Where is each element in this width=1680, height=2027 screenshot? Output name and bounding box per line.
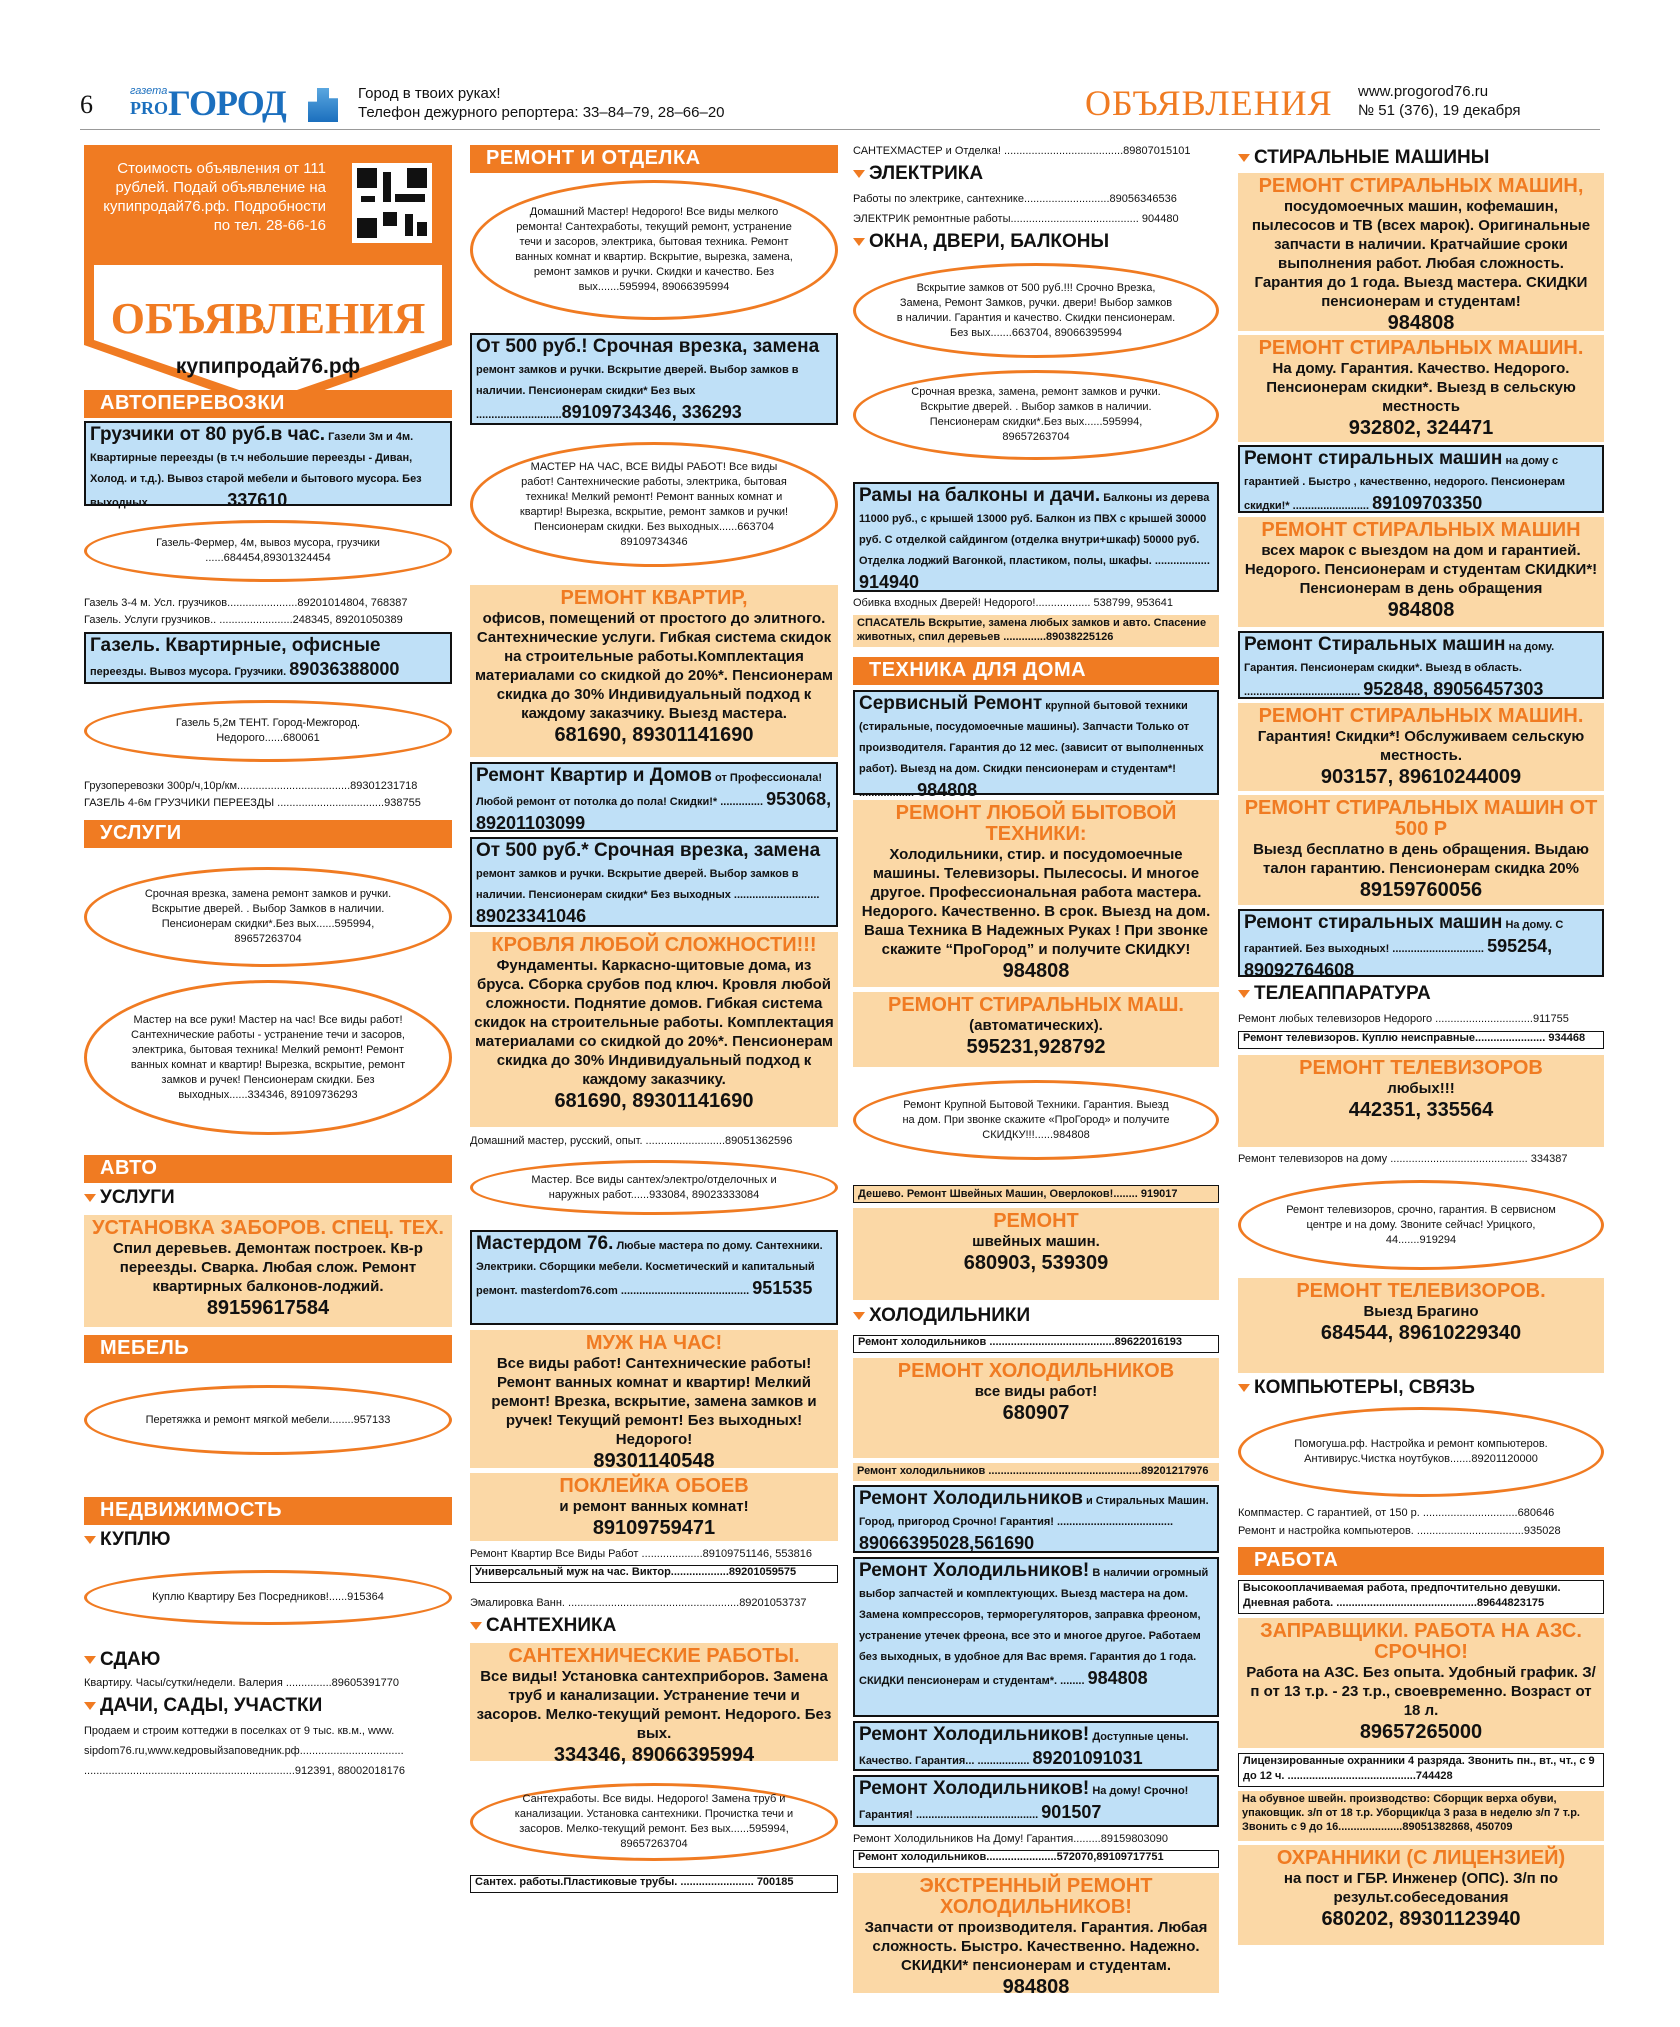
subsection-kompyutery: КОМПЬЮТЕРЫ, СВЯЗЬ (1238, 1377, 1604, 1401)
ad-phone: 680202, 89301123940 (1321, 1908, 1521, 1930)
ad-text: офисов, помещений от простого до элитного. Сантехнические услуги. Гибкая система скидок на строительные работы.Комплектация материалами со скидкой до 20%*. Пенсионерам скидка до 30% Индивидуальный подход к каждому заказчику. Выезд мастера. (474, 610, 834, 722)
ad-title: Ремонт Стиральных машин (1244, 634, 1506, 655)
ad-oval (470, 442, 838, 567)
promo-site-link[interactable]: купипродай76.рф (175, 355, 361, 378)
ad-phone: 89301140548 (593, 1450, 715, 1472)
ad-text: Мастер. Все виды сантех/электро/отделочных и наружных работ......933084, 89023333084 (531, 1173, 777, 1201)
section-header-uslugi: УСЛУГИ (84, 820, 452, 848)
ad-title: Газель. Квартирные, офисные (90, 635, 381, 656)
ad-text: Балконы из дерева 11000 руб., с крышей 13000 руб. Балкон из ПВХ с крышей 30000 руб. С отделкой сайдингом (отделка внутри+шкаф) 50000 руб. Отделка лоджий Вагонкой, пластиком, полы, шкафы. .................. (859, 492, 1210, 567)
ad-phone: 984808 (1002, 1976, 1070, 1998)
ad-title: Ремонт стиральных машин (1244, 448, 1503, 469)
ad-box (470, 333, 838, 425)
ad-text: Любые мастера по дому. Сантехники. Электрики. Сборщики мебели. Косметический и капитальный ремонт. masterdom76.com .......................................... (476, 1240, 823, 1297)
ad-oval (84, 700, 452, 762)
ad-box (1238, 631, 1604, 699)
logo (130, 82, 330, 126)
ad-phone: 901507 (1041, 1802, 1102, 1822)
ad-text: Спил деревьев. Демонтаж построек. Кв-р переезды. Сварка. Любая слож. Ремонт квартирных балконов-лоджий. (113, 1240, 423, 1295)
ad-phone: 595231,928792 (966, 1036, 1106, 1058)
issue-number: № 51 (376), 19 декабря (1358, 102, 1521, 119)
ad-text: На дому! Срочно! Гарантия! ........................................ (859, 1785, 1189, 1821)
ad-tan (853, 992, 1219, 1067)
ad-text: Перетяжка и ремонт мягкой мебели........957133 (145, 1413, 391, 1426)
ad-title: Сервисный Ремонт (859, 693, 1043, 714)
ad-line: Обивка входных Дверей! Недорого!.................. 538799, 953641 (853, 597, 1174, 609)
ad-tan (1238, 173, 1604, 334)
ad-line: Эмалировка Ванн. ........................................................89201053737 (470, 1597, 807, 1609)
header-info (1358, 82, 1521, 120)
ad-line: Ремонт телевизоров на дому ............................................. 334387 (1238, 1153, 1568, 1165)
ad-tan (470, 932, 838, 1127)
section-header-rabota: РАБОТА (1238, 1547, 1604, 1575)
ad-box (470, 1230, 838, 1325)
ad-text: ремонт замков и ручки. Вскрытие дверей. Выбор замков в наличии. Пенсионерам скидки* Без вых ............................ (476, 364, 799, 421)
ad-title: Грузчики от 80 руб.в час. (90, 424, 326, 445)
ad-text: Мастер на все руки! Мастер на час! Все виды работ! Сантехнические работы - устранение течи и засоров, электрика, бытовая техника! Мелкий ремонт! Ремонт ванных комнат и квартир! Вырезка, вскрытие, ремонт замков и ручек! Пенсионерам скидки. Без выходных......334346, 89109736293 (130, 1013, 406, 1101)
ad-title: Ремонт стиральных машин (1244, 912, 1503, 933)
ad-text: Домашний Мастер! Недорого! Все виды мелкого ремонта! Сантехработы, текущий ремонт, устранение течи и засоров, электрика, бытовая техника. Ремонт ванных комнат и квартир. Вскрытие, вырезка, замена, ремонт замков и ручки. Скидки и качество. Без вых.......595994, 89066395994 (515, 206, 793, 293)
ad-oval (84, 1385, 452, 1455)
ad-title: РЕМОНТ ТЕЛЕВИЗОРОВ (1299, 1057, 1543, 1079)
ad-title: РЕМОНТ СТИРАЛЬНЫХ МАШ. (887, 994, 1184, 1016)
ad-box (853, 1721, 1219, 1771)
ad-line: Ремонт холодильников ..................................................89201217976 (853, 1463, 1219, 1481)
ad-tan (853, 1208, 1219, 1300)
ad-text: Холодильники, стир. и посудомоечные машины. Телевизоры. Пылесосы. И многое другое. Профессиональная работа мастера. Недорого. Качественно. В срок. Выезд на дом. Ваша Техника В Надежных Руках ! При звонке скажите “ПроГород” и получите СКИДКУ! (861, 846, 1211, 958)
ad-text: любых!!! (1387, 1080, 1455, 1097)
ad-phone: 680907 (1002, 1402, 1070, 1424)
ad-title: РЕМОНТ ТЕЛЕВИЗОРОВ. (1296, 1280, 1546, 1302)
ad-oval (1238, 1180, 1604, 1270)
ad-oval (84, 1570, 452, 1625)
section-header-nedvizhimost: НЕДВИЖИМОСТЬ (84, 1497, 452, 1525)
ad-phone: 952848, 89056457303 (1363, 679, 1544, 699)
ad-line: Ремонт холодильников.......................572070,89109717751 (853, 1850, 1219, 1868)
ad-line: Высокооплачиваемая работа, предпочтительно девушки. Дневная работа. ..............................................89644823175 (1238, 1580, 1604, 1614)
ad-title: От 500 руб.* Срочная врезка, замена (476, 840, 821, 861)
ad-box (853, 1485, 1219, 1553)
subsection-uslugi: УСЛУГИ (84, 1187, 452, 1211)
ad-title: Ремонт Холодильников! (859, 1724, 1090, 1745)
ad-phone: 89109703350 (1372, 493, 1483, 513)
ad-box (853, 1557, 1219, 1717)
ad-phone: 681690, 89301141690 (554, 1090, 754, 1112)
ad-box (853, 1775, 1219, 1827)
ad-box (1238, 909, 1604, 980)
logo-pro: PRO (130, 98, 168, 118)
ad-text: Куплю Квартиру Без Посредников!......915364 (152, 1591, 384, 1603)
ad-box (84, 421, 452, 510)
ad-phone: 984808 (1387, 312, 1455, 334)
ad-tan (1238, 517, 1604, 627)
ad-title: От 500 руб.! Срочная врезка, замена (476, 336, 820, 357)
ad-tan (1238, 703, 1604, 791)
ad-line: Дешево. Ремонт Швейных Машин, Оверлоков!........ 919017 (853, 1185, 1219, 1203)
ad-oval (853, 370, 1219, 460)
ad-line: ЭЛЕКТРИК ремонтные работы.......................................... 904480 (853, 213, 1179, 225)
ad-phone: 951535 (752, 1278, 813, 1298)
ad-phone: 903157, 89610244009 (1320, 766, 1522, 788)
ad-text: ремонт замков и ручки. Вскрытие дверей. Выбор замков в наличии. Пенсионерам скидки* Без выходных ............................ (476, 868, 820, 901)
ad-phone: 89159617584 (206, 1297, 330, 1319)
ad-box (470, 762, 838, 832)
ad-oval (84, 867, 452, 967)
ad-line: sipdom76.ru,www.кедровыйзаповедник.рф.................................. (84, 1745, 404, 1757)
ad-title: САНТЕХНИЧЕСКИЕ РАБОТЫ. (508, 1645, 800, 1667)
header-tagline (358, 84, 725, 122)
ad-text: Фундаменты. Каркасно-щитовые дома, из бруса. Сборка срубов под ключ. Кровля любой сложности. Поднятие домов. Гибкая система скидок на строительные работы. Комплектация материалами со скидкой до 20%*. Пенсионерам скидка до 30% Индивидуальный подход к каждому заказчику. (474, 957, 834, 1088)
ad-text: Выезд Брагино (1363, 1303, 1479, 1320)
ad-line: Грузоперевозки 300р/ч,10р/км.....................................89301231718 (84, 780, 418, 792)
ad-text: крупной бытовой техники (стиральные, посудомоечные машины). Запчасти Только от производителя. Гарантия до 12 мес. (зависит от выполненных работ). Выезд на дом. Скидки пенсионерам и студентам*! .................. (859, 700, 1204, 799)
subsection-santehnika: САНТЕХНИКА (470, 1615, 838, 1639)
ad-text: и Стиральных Машин. Город, пригород Срочно! Гарантия! ...................................... (859, 1495, 1209, 1528)
ad-title: РЕМОНТ ЛЮБОЙ БЫТОВОЙ ТЕХНИКИ: (895, 802, 1177, 845)
ad-line: Ремонт холодильников .........................................89622016193 (853, 1335, 1219, 1353)
ad-phone: 984808 (1002, 960, 1070, 982)
subsection-elektrika: ЭЛЕКТРИКА (853, 163, 1219, 187)
promo-title: ОБЪЯВЛЕНИЯ (110, 294, 426, 343)
ad-phone: 89657265000 (1359, 1721, 1483, 1743)
ad-phone: 681690, 89301141690 (554, 724, 754, 746)
ad-text: (автоматических). (969, 1017, 1103, 1034)
ad-phone: 680903, 539309 (963, 1252, 1109, 1274)
ad-phone: 914940 (859, 572, 920, 592)
ad-text: Срочная врезка, замена, ремонт замков и ручки. Вскрытие дверей. . Выбор замков в наличии. Пенсионерам скидки*.Без вых......595994, 89657263704 (911, 386, 1161, 443)
ad-oval (853, 1080, 1219, 1160)
ad-text: и ремонт ванных комнат! (559, 1498, 749, 1515)
ad-line: .....................................................................912391, 88002018176 (84, 1765, 405, 1777)
ad-tan (853, 1873, 1219, 1998)
ad-tan (1238, 1845, 1604, 1945)
ad-phone: 953068, 89201103099 (476, 789, 832, 833)
ad-title: Рамы на балконы и дачи. (859, 485, 1101, 506)
ad-text: Помогуша.рф. Настройка и ремонт компьютеров. Антивирус.Чистка ноутбуков.......89201120000 (1294, 1438, 1548, 1465)
ad-text: на дому с гарантией . Быстро , качественно, недорого. Пенсионерам скидки!* ......................... (1244, 455, 1566, 512)
ad-text: На дому. С гарантией. Без выходных! .............................. (1244, 919, 1564, 955)
ad-text: на дому. Гарантия. Пенсионерам скидки*. Выезд в область. ...................................... (1244, 641, 1555, 698)
ad-text: Газель-Фермер, 4м, вывоз мусора, грузчики ......684454,89301324454 (156, 537, 380, 564)
ad-tan (1238, 1055, 1604, 1147)
ad-phone: 89201091031 (1032, 1748, 1143, 1768)
ad-text: переезды. Вывоз мусора. Грузчики. (90, 666, 287, 678)
promo-banner (84, 145, 452, 378)
subsection-stiralnye: СТИРАЛЬНЫЕ МАШИНЫ (1238, 147, 1604, 171)
ad-text: На дому. Гарантия. Качество. Недорого. Пенсионерам скидки*. Выезд в сельскую местность (1266, 360, 1576, 415)
ad-text: на пост и ГБР. Инженер (ОПС). З/п по результ.собеседования (1283, 1870, 1559, 1906)
ad-text: Все виды! Установка сантехприборов. Замена труб и канализации. Устранение течи и засоров. Мелко-текущий ремонт. Недорого. Без вых. (476, 1668, 832, 1742)
ad-line: Компмастер. С гарантией, от 150 р. ...............................680646 (1238, 1507, 1555, 1519)
ad-phone: 984808 (1387, 599, 1455, 621)
subsection-okna: ОКНА, ДВЕРИ, БАЛКОНЫ (853, 231, 1219, 255)
ad-text: Запчасти от производителя. Гарантия. Любая сложность. Быстро. Качественно. Надежно. СКИДКИ* пенсионерам и студентам. (864, 1919, 1208, 1974)
ad-text: швейных машин. (972, 1233, 1100, 1250)
ad-text: посудомоечных машин, кофемашин, пылесосов и ТВ (всех марок). Оригинальные запчасти в наличии. Кратчайшие сроки выполнения работ. Любая сложность. Гарантия до 1 года. Выезд мастера. СКИДКИ пенсионерам и студентам! (1251, 198, 1591, 310)
section-header-autoperevozki: АВТОПЕРЕВОЗКИ (84, 390, 452, 418)
ad-title: ЗАПРАВЩИКИ. РАБОТА НА АЗС. СРОЧНО! (1260, 1620, 1582, 1663)
ad-text: Гарантия! Скидки*! Обслуживаем сельскую местность. (1257, 728, 1585, 764)
ad-tan (853, 800, 1219, 987)
ad-line: Квартиру. Часы/сутки/недели. Валерия ...............89605391770 (84, 1677, 399, 1689)
ad-line: Лицензированные охранники 4 разряда. Звонить пн., вт., чт., с 9 до 12 ч. ..........................................744428 (1238, 1753, 1604, 1787)
ad-oval (853, 263, 1219, 358)
ad-text: Ремонт Крупной Бытовой Техники. Гарантия. Выезд на дом. При звонке скажите «ПроГород» и получите СКИДКУ!!!......984808 (902, 1098, 1170, 1141)
ad-title: Ремонт Холодильников! (859, 1778, 1090, 1799)
ad-tan (853, 1358, 1219, 1458)
section-header-remont: РЕМОНТ И ОТДЕЛКА (470, 145, 838, 173)
ad-phone: 89066395028,561690 (859, 1533, 1035, 1553)
section-header-mebel: МЕБЕЛЬ (84, 1335, 452, 1363)
ad-phone: 89159760056 (1359, 879, 1483, 901)
tagline: Город в твоих руках! (358, 85, 501, 102)
ad-line: СПАСАТЕЛЬ Вскрытие, замена любых замков и авто. Спасение животных, спил деревьев ..............89038225126 (853, 615, 1219, 647)
promo-text: Стоимость объявления от 111 рублей. Подай объявление на купипродай76.рф. Подробности по тел. 28-66-16 (103, 160, 326, 234)
ad-title: ОХРАННИКИ (С ЛИЦЕНЗИЕЙ) (1276, 1847, 1566, 1869)
ad-line: На обувное швейн. производство: Сборщик верха обуви, упаковщик. з/п от 18 т.р. Уборщик/ца 3 раза в неделю з/п 7 т.р. Звонить с 9 до 16.....................89051382868, 450709 (1238, 1791, 1604, 1841)
ad-line: Универсальный муж на час. Виктор...................89201059575 (470, 1565, 838, 1583)
ad-text: Срочная врезка, замена ремонт замков и ручки. Вскрытие дверей. . Выбор Замков в наличии. Пенсионерам скидки*.Без вых......595994, 89657263704 (144, 888, 392, 945)
ad-title: ПОКЛЕЙКА ОБОЕВ (559, 1475, 749, 1497)
logo-small: газета (130, 85, 168, 97)
subsection-dachi: ДАЧИ, САДЫ, УЧАСТКИ (84, 1695, 452, 1719)
ad-title: РЕМОНТ СТИРАЛЬНЫХ МАШИН, (1258, 175, 1584, 197)
ad-text: Вскрытие замков от 500 руб.!!! Срочно Врезка, Замена, Ремонт Замков, ручки. двери! Выбор замков в наличии. Гарантия и качество. Скидки пенсионерам. Без вых.......663704, 89066395994 (896, 281, 1176, 339)
ad-oval (470, 180, 838, 320)
logo-main: ГОРОД (168, 83, 286, 123)
ad-title: РЕМОНТ (993, 1210, 1079, 1232)
ad-phone: 89109759471 (592, 1517, 716, 1539)
ad-oval (470, 1783, 838, 1861)
ad-phone: 334346, 89066395994 (553, 1744, 755, 1766)
ad-title: РЕМОНТ ХОЛОДИЛЬНИКОВ (897, 1360, 1175, 1382)
reporter-phone: Телефон дежурного репортера: 33–84–79, 28–66–20 (358, 104, 725, 121)
ad-phone: 932802, 324471 (1348, 417, 1494, 439)
ad-phone: 89023341046 (476, 906, 587, 926)
ad-phone: 89036388000 (289, 659, 400, 679)
site-link[interactable]: www.progorod76.ru (1358, 83, 1489, 100)
ad-box (1238, 445, 1604, 513)
ad-text: Работа на АЗС. Без опыта. Удобный график. З/п от 13 т.р. - 23 т.р., своевременно. Возраст от 18 л. (1246, 1664, 1596, 1719)
ad-line: Домашний мастер, русский, опыт. ..........................89051362596 (470, 1135, 793, 1147)
ad-phone: 89109734346, 336293 (561, 402, 742, 422)
ad-oval (470, 1160, 838, 1215)
ad-text: Газели 3м и 4м. Квартирные переезды (в т.ч небольшие переезды - Диван, Холод. и т.д.). Вывоз старой мебели и бытового мусора. Без выходных ........................ (90, 431, 422, 509)
ad-text: Сантехработы. Все виды. Недорого! Замена труб и канализации. Установка сантехники. Прочистка течи и засоров. Мелко-текущий ремонт. Без вых......595994, 89657263704 (514, 1793, 794, 1850)
ad-phone: 337610 (227, 490, 288, 510)
ad-line: Газель. Услуги грузчиков.. ........................248345, 89201050389 (84, 614, 403, 626)
subsection-sdayu: СДАЮ (84, 1649, 452, 1673)
subsection-teleapparatura: ТЕЛЕАППАРАТУРА (1238, 983, 1604, 1007)
ad-tan (1238, 795, 1604, 905)
ad-title: РЕМОНТ СТИРАЛЬНЫХ МАШИН. (1258, 705, 1584, 727)
ad-title: МУЖ НА ЧАС! (585, 1332, 723, 1354)
ad-title: РЕМОНТ КВАРТИР, (560, 587, 748, 609)
subsection-holodilniki: ХОЛОДИЛЬНИКИ (853, 1305, 1219, 1329)
ad-line: Газель 3-4 м. Усл. грузчиков.......................89201014804, 768387 (84, 597, 408, 609)
ad-tan (470, 1643, 838, 1766)
ad-text: В наличии огромный выбор запчастей и комплектующих. Выезд мастера на дом. Замена компрессоров, терморегуляторов, заправка фреоном, устранение утечек фреона, все это и многое другое. Работаем без выходных, в удобное для Вас время. Гарантия до 1 года. СКИДКИ пенсионерам и студентам*. ........ (859, 1567, 1209, 1687)
ad-line: ГАЗЕЛЬ 4-6м ГРУЗЧИКИ ПЕРЕЕЗДЫ ...................................938755 (84, 797, 421, 809)
ad-tan (470, 1473, 838, 1541)
ad-line: САНТЕХМАСТЕР и Отделка! .......................................89807015101 (853, 145, 1191, 157)
ad-text: Ремонт телевизоров, срочно, гарантия. В сервисном центре и на дому. Звоните сейчас! Урицкого, 44.......919294 (1286, 1203, 1556, 1246)
ad-text: Выезд бесплатно в день обращения. Выдаю талон гарантию. Пенсионерам скидка 20% (1253, 841, 1589, 877)
ad-line: Работы по электрике, сантехнике............................89056346536 (853, 193, 1177, 205)
ad-line: Сантех. работы.Пластиковые трубы. ........................ 700185 (470, 1875, 838, 1893)
ad-title: Ремонт Холодильников! (859, 1560, 1090, 1581)
ad-phone: 442351, 335564 (1348, 1099, 1494, 1121)
ad-text: от Профессионала! Любой ремонт от потолка до пола! Скидки!* .............. (476, 772, 822, 808)
ad-title: РЕМОНТ СТИРАЛЬНЫХ МАШИН. (1258, 337, 1584, 359)
ad-title: Ремонт Холодильников (859, 1488, 1083, 1509)
ad-title: Ремонт Квартир и Домов (476, 765, 712, 786)
ad-text: Доступные цены. Качество. Гарантия... ................. (859, 1731, 1189, 1767)
page-header (80, 80, 1600, 130)
ad-title: РЕМОНТ СТИРАЛЬНЫХ МАШИН (1261, 519, 1581, 541)
section-header-tehnika: ТЕХНИКА ДЛЯ ДОМА (853, 657, 1219, 685)
page-number: 6 (80, 90, 93, 119)
ad-phone: 684544, 89610229340 (1320, 1322, 1522, 1344)
ad-text: МАСТЕР НА ЧАС, ВСЕ ВИДЫ РАБОТ! Все виды работ! Сантехнические работы, электрика, бытовая техника! Мелкий ремонт! Ремонт ванных комнат и квартир! Вырезка, вскрытие, ремонт замков и ручки! Пенсионерам скидки. Без выходных......663704 89109734346 (519, 460, 789, 548)
ad-title: УСТАНОВКА ЗАБОРОВ. СПЕЦ. ТЕХ. (92, 1217, 444, 1239)
ad-line: Продаем и строим коттеджи в поселках от 9 тыс. кв.м., www. (84, 1725, 395, 1737)
ad-tan (1238, 335, 1604, 442)
ad-box (84, 632, 452, 684)
ad-line: Ремонт Холодильников На Дому! Гарантия.........89159803090 (853, 1833, 1169, 1845)
ad-oval (84, 520, 452, 582)
ad-phone: 595254, 89092764608 (1244, 936, 1553, 980)
ad-box (853, 690, 1219, 800)
section-header-avto: АВТО (84, 1155, 452, 1183)
ad-title: РЕМОНТ СТИРАЛЬНЫХ МАШИН ОТ 500 Р (1244, 797, 1598, 840)
qr-code-icon[interactable] (352, 163, 432, 243)
ad-title: Мастердом 76. (476, 1233, 614, 1254)
ad-line: Ремонт и настройка компьютеров. ...................................935028 (1238, 1525, 1561, 1537)
ad-line: Ремонт Квартир Все Виды Работ ....................89109751146, 553816 (470, 1548, 812, 1560)
ad-phone: 984808 (1087, 1668, 1148, 1688)
subsection-kuplyu: КУПЛЮ (84, 1529, 452, 1553)
ad-tan (1238, 1278, 1604, 1373)
ad-text: Газель 5,2м ТЕНТ. Город-Межгород. Недорого......680061 (175, 717, 361, 744)
ad-line: Ремонт телевизоров. Куплю неисправные....................... 934468 (1238, 1031, 1604, 1049)
ad-tan (470, 585, 838, 757)
ad-text: всех марок с выездом на дом и гарантией. Недорого. Пенсионерам и студентам СКИДКИ*! Пенсионерам в день обращения (1244, 542, 1598, 597)
ad-tan (470, 1330, 838, 1472)
ad-oval (1238, 1407, 1604, 1497)
ad-line: Ремонт любых телевизоров Недорого ................................911755 (1238, 1013, 1569, 1025)
ad-title: КРОВЛЯ ЛЮБОЙ СЛОЖНОСТИ!!! (491, 934, 817, 956)
ad-box (470, 837, 838, 927)
ad-title: ЭКСТРЕННЫЙ РЕМОНТ ХОЛОДИЛЬНИКОВ! (919, 1875, 1153, 1918)
building-icon (308, 88, 338, 122)
ad-box (853, 482, 1219, 592)
section-title: ОБЪЯВЛЕНИЯ (1085, 83, 1333, 123)
ad-text: Все виды работ! Сантехнические работы! Ремонт ванных комнат и квартир! Мелкий ремонт! Врезка, вскрытие, замена замков и ручек! Текущий ремонт! Без выходных! Недорого! (491, 1355, 817, 1448)
ad-tan (84, 1215, 452, 1327)
ad-oval (84, 980, 452, 1135)
ad-tan (1238, 1618, 1604, 1748)
ad-phone: 984808 (917, 780, 978, 800)
ad-text: все виды работ! (974, 1383, 1098, 1400)
